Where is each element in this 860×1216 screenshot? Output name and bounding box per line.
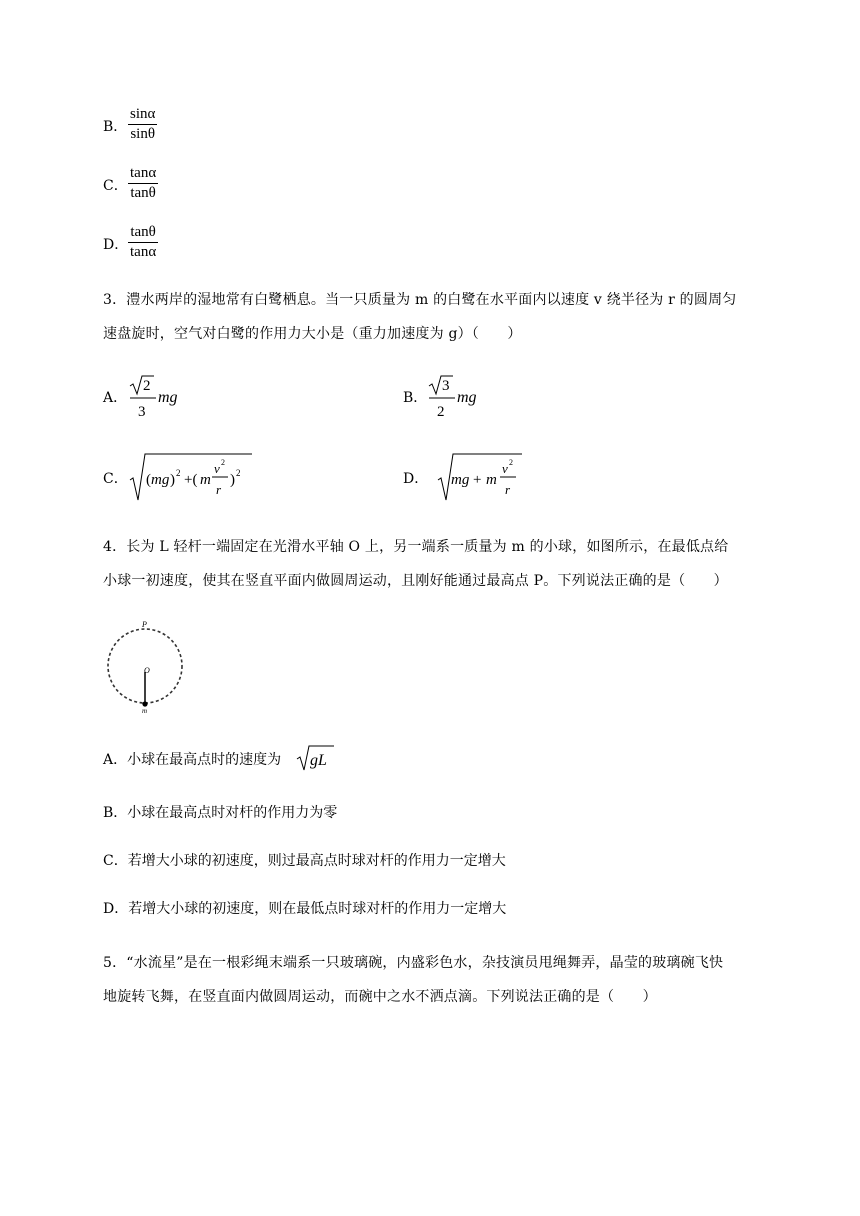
svg-text:v: v — [502, 461, 508, 476]
svg-text:v: v — [214, 461, 220, 476]
option-label: C． — [103, 471, 128, 487]
denominator: 3 — [138, 404, 146, 420]
question-stem — [103, 946, 763, 1014]
option-label: A． — [103, 390, 128, 406]
option-label: D． — [103, 237, 129, 253]
fraction — [128, 164, 158, 203]
stem-line: 3．澧水两岸的湿地常有白鹭栖息。当一只质量为 m 的白鹭在水平面内以速度 v 绕半径为 r 的圆周匀 — [103, 292, 737, 308]
sqrt2-over-3-mg-formula — [128, 372, 188, 422]
svg-text:2: 2 — [176, 468, 181, 478]
denominator: sinθ — [130, 126, 156, 142]
svg-text:2: 2 — [221, 458, 225, 467]
stem-line: 速盘旋时，空气对白鹭的作用力大小是（重力加速度为 g）（ ） — [103, 326, 522, 342]
option-c-expression — [128, 452, 258, 504]
option-c: C．若增大小球的初速度，则过最高点时球对杆的作用力一定增大 — [103, 853, 506, 869]
denominator: tanθ — [130, 185, 156, 201]
stem-line: 小球一初速度，使其在竖直平面内做圆周运动，且刚好能通过最高点 P。下列说法正确的是（ ） — [103, 573, 728, 589]
option-a-sqrt — [296, 744, 336, 772]
svg-text:m: m — [486, 472, 497, 488]
option-d: D．若增大小球的初速度，则在最低点时球对杆的作用力一定增大 — [103, 901, 507, 917]
svg-text:+: + — [473, 472, 482, 488]
svg-text:r: r — [505, 482, 511, 497]
option-label: B． — [103, 119, 128, 135]
stem-line: 5．“水流星”是在一根彩绳末端系一只玻璃碗，内盛彩色水，杂技演员甩绳舞弄，晶莹的玻璃碗飞快 — [103, 955, 724, 971]
mass-m-label: m — [142, 707, 148, 713]
sqrt-mg-squared-plus-mv2r-squared-formula — [128, 452, 258, 504]
question-stem — [103, 530, 763, 598]
point-p-label: P — [142, 620, 147, 629]
vertical-circle-diagram — [100, 618, 190, 713]
numerator: tanα — [130, 165, 157, 181]
stem-line: 4．长为 L 轻杆一端固定在光滑水平轴 O 上，另一端系一质量为 m 的小球，如图所示，在最低点给 — [103, 539, 729, 555]
svg-text:): ) — [230, 472, 235, 488]
option-label: D． — [403, 471, 429, 487]
option-b-expression — [427, 372, 487, 422]
svg-text:(: ( — [146, 472, 151, 488]
svg-text:+(: +( — [184, 472, 198, 488]
svg-text:m: m — [200, 472, 211, 488]
denominator: tanα — [130, 244, 157, 260]
radicand: 2 — [143, 378, 151, 394]
point-o-label: O — [144, 666, 150, 675]
option-b: B．小球在最高点时对杆的作用力为零 — [103, 805, 338, 821]
option-d-expression — [436, 452, 536, 504]
mg-term: mg — [457, 389, 477, 406]
circle-rod-figure — [100, 618, 190, 713]
svg-text:2: 2 — [509, 458, 513, 467]
svg-text:r: r — [216, 482, 222, 497]
question-stem — [103, 283, 763, 351]
numerator: tanθ — [130, 224, 156, 240]
denominator: 2 — [437, 404, 445, 420]
option-label: C． — [103, 178, 128, 194]
sqrt3-over-2-mg-formula — [427, 372, 487, 422]
option-a-text: A．小球在最高点时的速度为 — [103, 752, 282, 768]
svg-text:mg: mg — [151, 472, 170, 488]
fraction — [128, 223, 158, 262]
option-label: B． — [403, 390, 428, 406]
option-a — [103, 750, 281, 770]
stem-line: 地旋转飞舞，在竖直面内做圆周运动，而碗中之水不洒点滴。下列说法正确的是（ ） — [103, 989, 657, 1005]
radicand: 3 — [442, 378, 450, 394]
sqrt-mg-plus-mv2r-formula — [436, 452, 536, 504]
sqrt-gl-formula — [296, 744, 336, 772]
mg-term: mg — [158, 389, 178, 406]
radicand: gL — [310, 752, 327, 769]
fraction — [128, 105, 157, 144]
svg-text:2: 2 — [236, 468, 241, 478]
svg-text:mg: mg — [451, 472, 470, 488]
svg-text:): ) — [170, 472, 175, 488]
numerator: sinα — [130, 106, 156, 122]
option-a-expression — [128, 372, 188, 422]
